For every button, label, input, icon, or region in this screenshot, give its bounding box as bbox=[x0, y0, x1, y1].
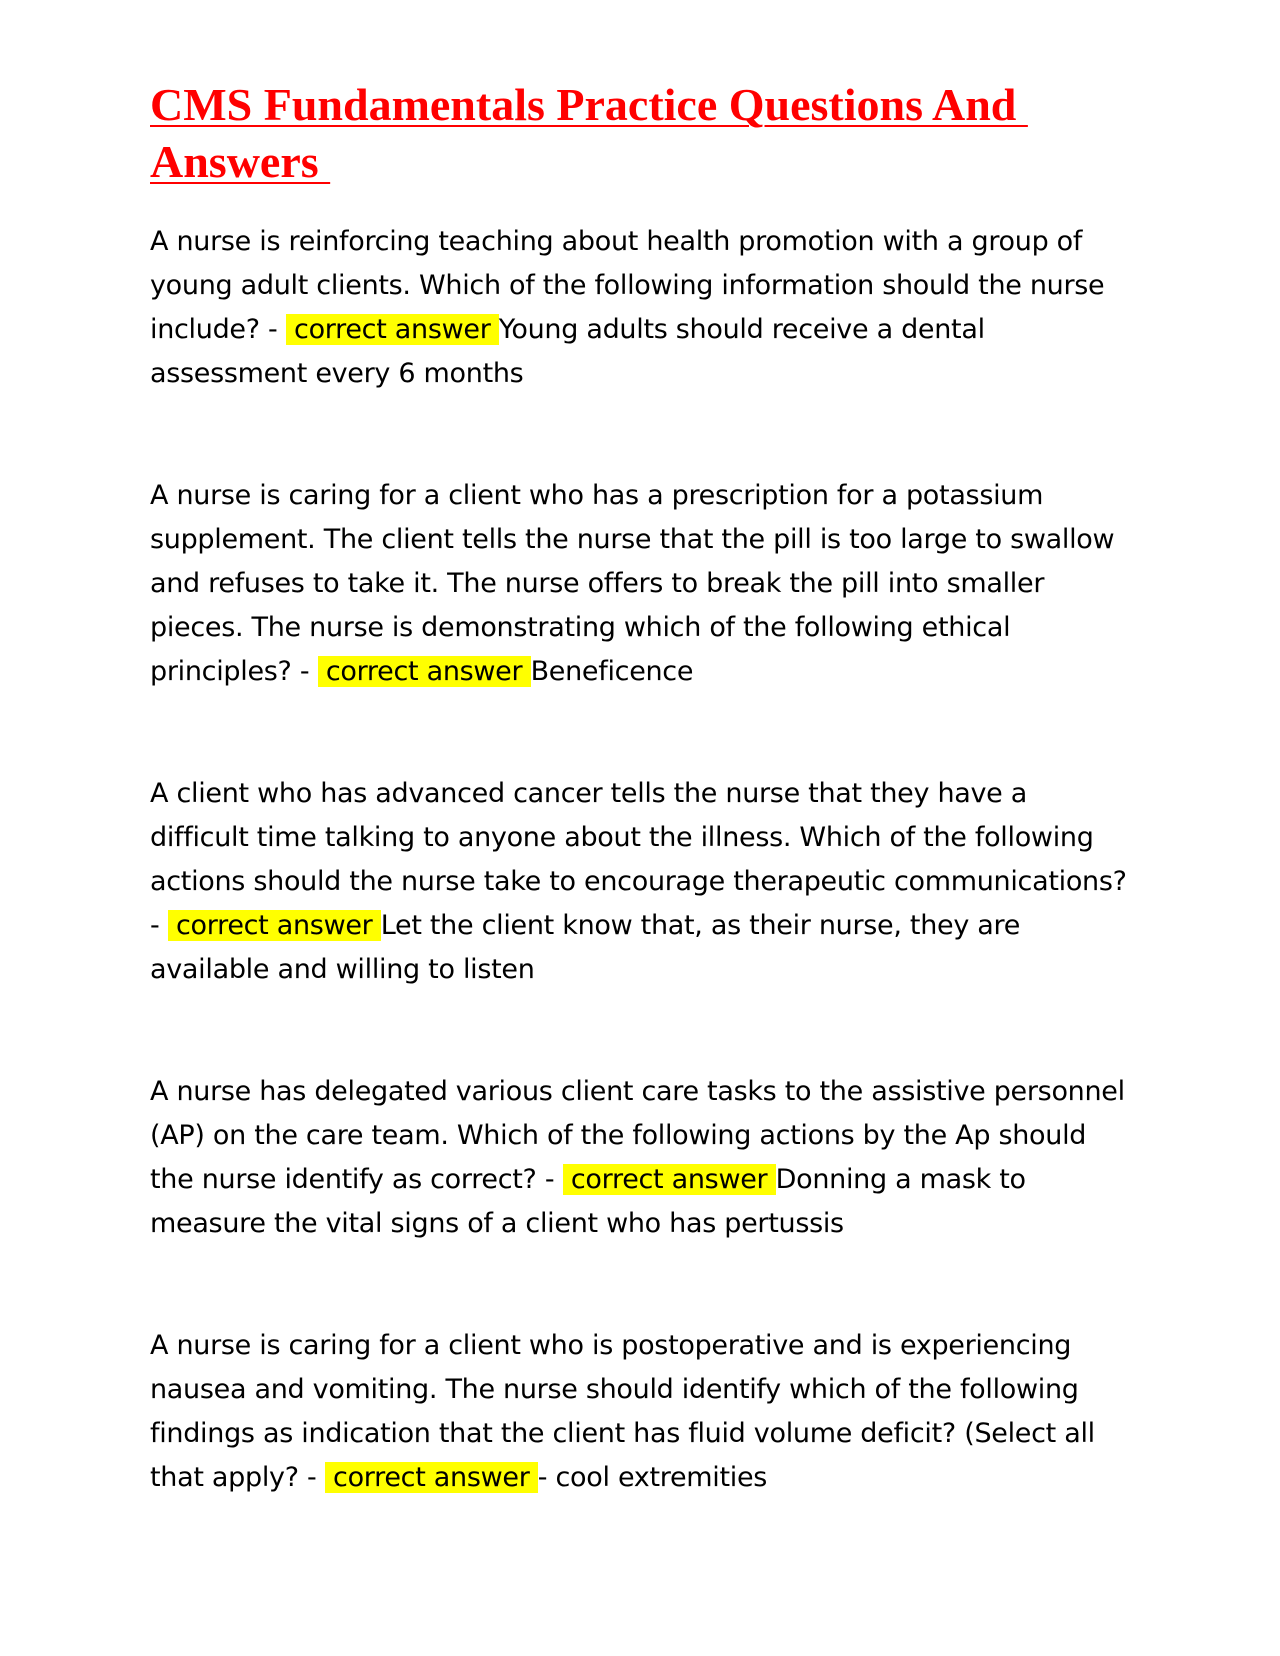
answer-label-highlight: correct answer bbox=[324, 1462, 538, 1493]
answer-text: Beneficence bbox=[530, 656, 694, 687]
answer-text: - cool extremities bbox=[537, 1462, 768, 1493]
qa-item-3 bbox=[150, 772, 1135, 992]
answer-text: Donning a mask to measure the vital signs of a client who has pertussis bbox=[150, 1164, 1035, 1239]
qa-item-5 bbox=[150, 1324, 1130, 1500]
question-text: A nurse is caring for a client who is postoperative and is experiencing nausea and vomiting. The nurse should identify which of the following findings as indication that the client has fluid volume deficit? (Select all that apply? - bbox=[150, 1330, 1104, 1493]
question-text: A client who has advanced cancer tells the nurse that they have a difficult time talking to anyone about the illness. Which of the following actions should the nurse take to encourage therapeutic communications? - bbox=[150, 778, 1135, 941]
question-text: A nurse has delegated various client care tasks to the assistive personnel (AP) on the care team. Which of the following actions by the Ap should the nurse identify as correct? - bbox=[150, 1076, 1134, 1195]
answer-text: Let the client know that, as their nurse, they are available and willing to listen bbox=[150, 910, 1029, 985]
answer-text: Young adults should receive a dental assessment every 6 months bbox=[150, 314, 994, 389]
answer-label-highlight: correct answer bbox=[285, 314, 499, 345]
question-text: A nurse is caring for a client who has a prescription for a potassium supplement. The client tells the nurse that the pill is too large to swallow and refuses to take it. The nurse offers to break the pill into smaller pieces. The nurse is demonstrating which of the following ethical principles? - bbox=[150, 480, 1123, 687]
document-title bbox=[150, 76, 1130, 190]
answer-label-highlight: correct answer bbox=[317, 656, 531, 687]
question-text: A nurse is reinforcing teaching about health promotion with a group of young adult clients. Which of the following information should the nurse include? - bbox=[150, 226, 1113, 345]
document-page bbox=[150, 76, 1135, 1578]
qa-item-1 bbox=[150, 220, 1130, 396]
answer-label-highlight: correct answer bbox=[562, 1164, 776, 1195]
title-line-1: CMS Fundamentals Practice Questions And bbox=[150, 79, 1028, 130]
title-line-2: Answers bbox=[150, 136, 331, 187]
qa-item-4 bbox=[150, 1070, 1134, 1246]
answer-label-highlight: correct answer bbox=[167, 910, 381, 941]
qa-item-2 bbox=[150, 474, 1130, 694]
